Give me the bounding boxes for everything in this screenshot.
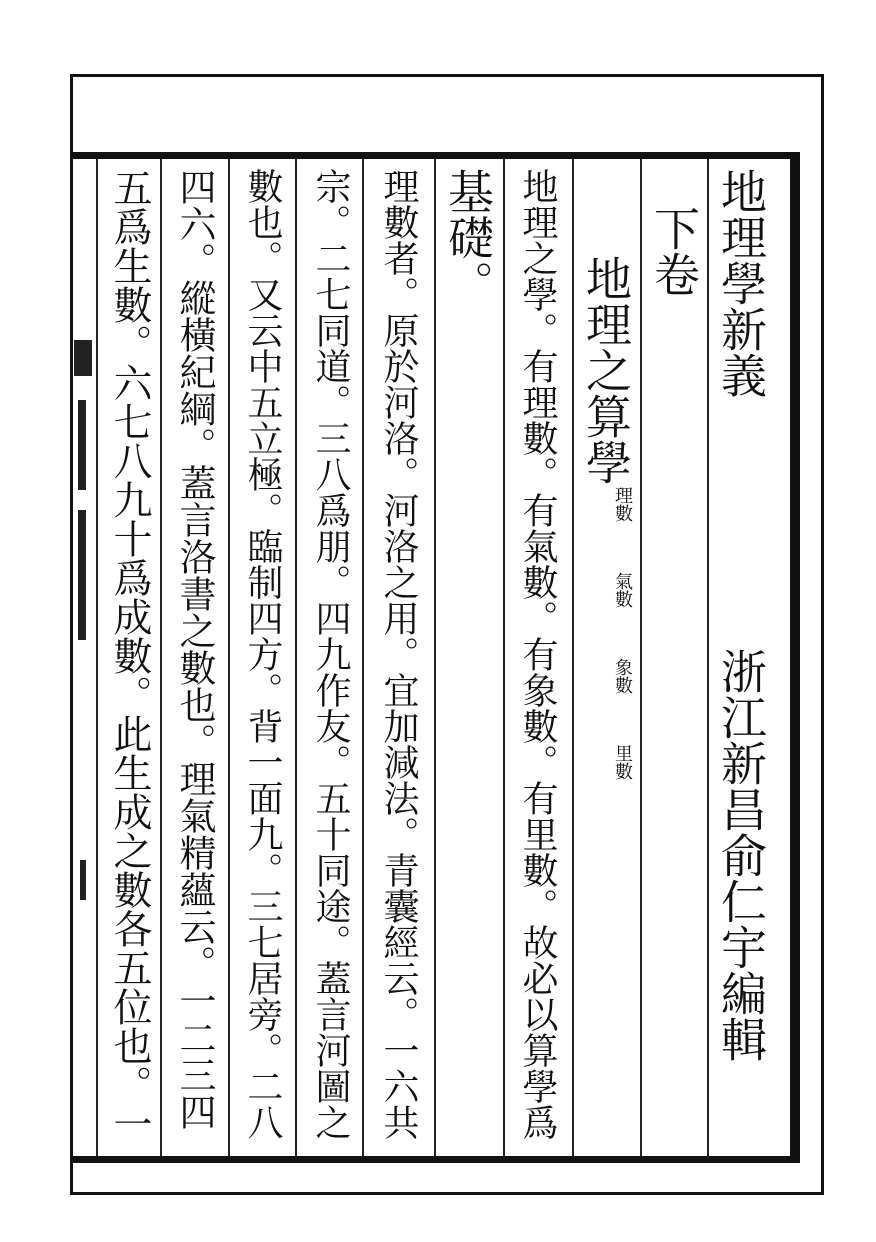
text-column: 宗。二七同道。三八爲朋。四九作友。五十同途。蓋言河圖之 [310, 168, 351, 1140]
binding-edge [74, 180, 92, 960]
volume-label: 下卷 [647, 205, 701, 297]
text-column: 四六。縱橫紀綱。蓋言洛書之數也。理氣精蘊云。一二三四 [173, 168, 216, 1130]
chapter-title: 地理之算學 [579, 255, 633, 485]
column-rule [295, 159, 297, 1156]
text-column: 基礎。 [441, 168, 495, 306]
text-column: 數也。又云中五立極。臨制四方。背一面九。三七居旁。二八 [242, 168, 283, 1140]
column-rule [362, 159, 364, 1156]
chapter-note: 里數 [612, 744, 633, 780]
author-credit: 浙江新昌俞仁宇編輯 [714, 648, 768, 1062]
column-rule [434, 159, 436, 1156]
chapter-note: 理數 [612, 486, 633, 522]
chapter-note: 象數 [612, 658, 633, 694]
text-column: 地理之學。有理數。有氣數。有象數。有里數。故必以算學爲 [517, 168, 558, 1140]
column-rule [640, 159, 642, 1156]
chapter-note: 氣數 [612, 572, 633, 608]
text-column: 理數者。原於河洛。河洛之用。宜加減法。青囊經云。一六共 [378, 168, 419, 1140]
book-title: 地理學新義 [714, 168, 768, 398]
text-column: 五爲生數。六七八九十爲成數。此生成之數各五位也。一 [107, 168, 152, 1143]
